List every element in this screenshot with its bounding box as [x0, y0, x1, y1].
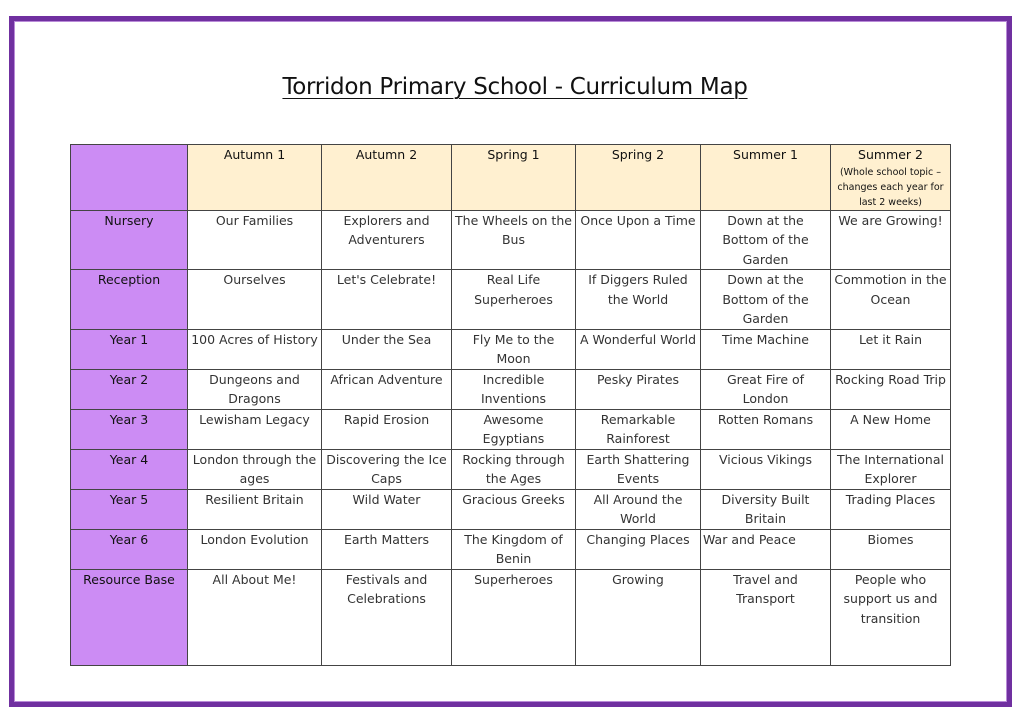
table-row-year-4	[71, 449, 951, 489]
table-cell: All About Me!	[188, 569, 322, 665]
table-cell: Dungeons and Dragons	[188, 369, 322, 409]
column-header-label: Summer 1	[733, 147, 798, 162]
table-cell: If Diggers Ruled the World	[576, 270, 701, 330]
table-cell: War and Peace	[701, 529, 831, 569]
column-header-spring-1	[452, 145, 576, 211]
row-label: Year 6	[71, 529, 188, 569]
column-header-spring-2	[576, 145, 701, 211]
table-cell: The Wheels on the Bus	[452, 210, 576, 270]
table-cell: Wild Water	[322, 489, 452, 529]
corner-cell	[71, 145, 188, 211]
table-cell: Trading Places	[831, 489, 951, 529]
row-label: Year 1	[71, 329, 188, 369]
row-label: Year 5	[71, 489, 188, 529]
table-cell: African Adventure	[322, 369, 452, 409]
page-title-text: Torridon Primary School - Curriculum Map	[282, 74, 748, 100]
table-cell: Let's Celebrate!	[322, 270, 452, 330]
column-header-autumn-1	[188, 145, 322, 211]
table-cell: Explorers and Adventurers	[322, 210, 452, 270]
table-row-year-6	[71, 529, 951, 569]
table-cell: Superheroes	[452, 569, 576, 665]
table-cell: Lewisham Legacy	[188, 409, 322, 449]
table-cell: Rotten Romans	[701, 409, 831, 449]
row-label: Nursery	[71, 210, 188, 270]
table-cell: People who support us and transition	[831, 569, 951, 665]
table-row-resource-base	[71, 569, 951, 665]
table-cell: Let it Rain	[831, 329, 951, 369]
column-header-note: (Whole school topic – changes each year for last 2 weeks)	[837, 166, 944, 208]
table-cell: Time Machine	[701, 329, 831, 369]
table-cell: Discovering the Ice Caps	[322, 449, 452, 489]
table-cell: Resilient Britain	[188, 489, 322, 529]
table-cell: All Around the World	[576, 489, 701, 529]
table-cell: Awesome Egyptians	[452, 409, 576, 449]
table-cell: Biomes	[831, 529, 951, 569]
row-label: Year 3	[71, 409, 188, 449]
table-cell: Our Families	[188, 210, 322, 270]
table-cell: We are Growing!	[831, 210, 951, 270]
table-cell: Great Fire of London	[701, 369, 831, 409]
column-header-label: Summer 2	[858, 147, 923, 162]
header-row	[71, 145, 951, 211]
table-cell: Remarkable Rainforest	[576, 409, 701, 449]
row-label: Year 4	[71, 449, 188, 489]
table-cell: Gracious Greeks	[452, 489, 576, 529]
table-cell: A Wonderful World	[576, 329, 701, 369]
column-header-autumn-2	[322, 145, 452, 211]
table-cell: Changing Places	[576, 529, 701, 569]
table-cell: Incredible Inventions	[452, 369, 576, 409]
table-cell: Festivals and Celebrations	[322, 569, 452, 665]
table-row-nursery	[71, 210, 951, 270]
table-row-year-5	[71, 489, 951, 529]
table-cell: London Evolution	[188, 529, 322, 569]
table-cell: Commotion in the Ocean	[831, 270, 951, 330]
table-cell: The Kingdom of Benin	[452, 529, 576, 569]
table-cell: Travel and Transport	[701, 569, 831, 665]
row-label: Year 2	[71, 369, 188, 409]
row-label: Resource Base	[71, 569, 188, 665]
table-cell: Growing	[576, 569, 701, 665]
table-cell: Rapid Erosion	[322, 409, 452, 449]
table-cell: Earth Shattering Events	[576, 449, 701, 489]
table-row-year-1	[71, 329, 951, 369]
column-header-label: Spring 1	[487, 147, 540, 162]
table-cell: London through the ages	[188, 449, 322, 489]
table-row-year-3	[71, 409, 951, 449]
table-cell: Down at the Bottom of the Garden	[701, 270, 831, 330]
table-cell: The International Explorer	[831, 449, 951, 489]
column-header-label: Autumn 2	[355, 147, 418, 162]
table-cell: Once Upon a Time	[576, 210, 701, 270]
table-cell: Rocking through the Ages	[452, 449, 576, 489]
table-cell: Pesky Pirates	[576, 369, 701, 409]
table-cell: 100 Acres of History	[188, 329, 322, 369]
table-cell: Vicious Vikings	[701, 449, 831, 489]
table-cell: Down at the Bottom of the Garden	[701, 210, 831, 270]
table-cell: Ourselves	[188, 270, 322, 330]
column-header-label: Spring 2	[611, 147, 665, 162]
row-label: Reception	[71, 270, 188, 330]
table-cell: A New Home	[831, 409, 951, 449]
page-title	[0, 74, 1030, 100]
table-cell: Rocking Road Trip	[831, 369, 951, 409]
column-header-summer-1	[701, 145, 831, 211]
table-cell: Real Life Superheroes	[452, 270, 576, 330]
table-row-year-2	[71, 369, 951, 409]
table-cell: Under the Sea	[322, 329, 452, 369]
table-cell: Earth Matters	[322, 529, 452, 569]
column-header-summer-2	[831, 145, 951, 211]
table-row-reception	[71, 270, 951, 330]
curriculum-map-table	[70, 144, 951, 666]
table-cell: Diversity Built Britain	[701, 489, 831, 529]
column-header-label: Autumn 1	[223, 147, 286, 162]
table-cell: Fly Me to the Moon	[452, 329, 576, 369]
